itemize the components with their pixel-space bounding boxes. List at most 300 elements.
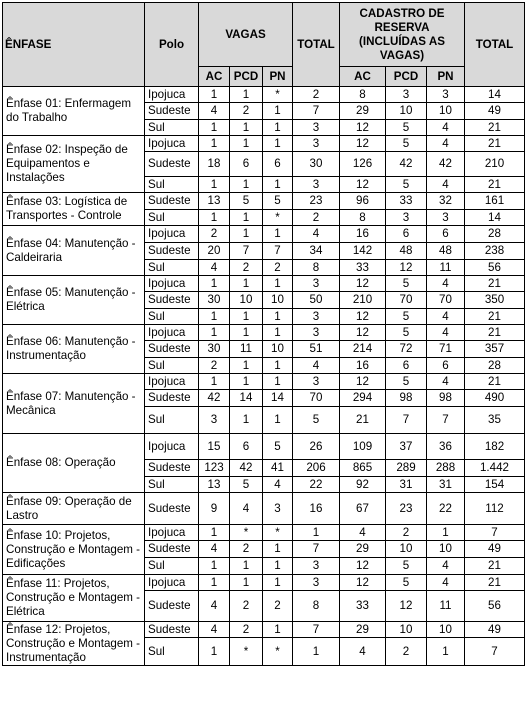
cr-ac-cell: 142 [340,243,386,260]
vagas-pn-cell: 1 [263,575,293,591]
vagas-pcd-cell: 1 [230,558,263,575]
polo-cell: Sudeste [145,341,199,358]
polo-cell: Sudeste [145,243,199,260]
polo-cell: Ipojuca [145,525,199,541]
cr-total-cell: 49 [465,541,525,558]
cr-ac-cell: 12 [340,575,386,591]
cr-total-cell: 21 [465,177,525,193]
vagas-pn-cell: 1 [263,103,293,120]
vagas-pn-cell: 14 [263,390,293,407]
vagas-total-cell: 22 [293,477,340,493]
vagas-pcd-cell: 1 [230,177,263,193]
vagas-pcd-cell: 2 [230,541,263,558]
header-cadastro-reserva: CADASTRO DE RESERVA (INCLUÍDAS AS VAGAS) [340,3,465,67]
table-row [3,525,525,541]
vagas-pn-cell: 1 [263,541,293,558]
vagas-ac-cell: 1 [199,374,230,390]
vagas-pn-cell: 5 [263,193,293,210]
cr-total-cell: 7 [465,638,525,666]
vagas-ac-cell: 1 [199,558,230,575]
cr-pn-cell: 10 [427,541,465,558]
vagas-ac-cell: 1 [199,120,230,136]
vagas-pn-cell: 1 [263,325,293,341]
vagas-ac-cell: 1 [199,525,230,541]
vagas-ac-cell: 1 [199,575,230,591]
vagas-ac-cell: 4 [199,541,230,558]
polo-cell: Ipojuca [145,374,199,390]
polo-cell: Ipojuca [145,226,199,243]
cr-pcd-cell: 5 [386,120,427,136]
cr-total-cell: 49 [465,103,525,120]
cr-pn-cell: 31 [427,477,465,493]
vagas-pcd-cell: 1 [230,210,263,226]
cr-total-cell: 7 [465,525,525,541]
cr-pcd-cell: 72 [386,341,427,358]
vagas-pn-cell: 2 [263,260,293,276]
polo-cell: Sul [145,358,199,374]
enfase-name: Ênfase 05: Manutenção - Elétrica [3,276,145,325]
cr-pn-cell: 4 [427,325,465,341]
cr-ac-cell: 12 [340,120,386,136]
enfase-name: Ênfase 08: Operação [3,434,145,493]
polo-cell: Sudeste [145,193,199,210]
vagas-total-cell: 2 [293,210,340,226]
polo-cell: Sul [145,120,199,136]
vagas-pcd-cell: 1 [230,575,263,591]
cr-pcd-cell: 5 [386,177,427,193]
cr-pn-cell: 11 [427,591,465,622]
cr-ac-cell: 16 [340,358,386,374]
vagas-ac-cell: 18 [199,152,230,177]
polo-cell: Sudeste [145,622,199,638]
cr-ac-cell: 12 [340,309,386,325]
cr-pn-cell: 42 [427,152,465,177]
cr-total-cell: 21 [465,558,525,575]
cr-pn-cell: 10 [427,103,465,120]
cr-pn-cell: 1 [427,525,465,541]
vagas-ac-cell: 1 [199,87,230,103]
vagas-pcd-cell: 14 [230,390,263,407]
cr-ac-cell: 12 [340,558,386,575]
vagas-ac-cell: 1 [199,638,230,666]
polo-cell: Sul [145,210,199,226]
cr-pcd-cell: 12 [386,260,427,276]
cr-ac-cell: 12 [340,177,386,193]
polo-cell: Sul [145,477,199,493]
cr-pcd-cell: 10 [386,622,427,638]
cr-pn-cell: 98 [427,390,465,407]
cr-pcd-cell: 48 [386,243,427,260]
cr-ac-cell: 865 [340,460,386,477]
vagas-ac-cell: 1 [199,276,230,292]
vagas-ac-cell: 1 [199,136,230,152]
vagas-pn-cell: 1 [263,374,293,390]
header-total: TOTAL [293,3,340,87]
cr-ac-cell: 92 [340,477,386,493]
polo-cell: Ipojuca [145,325,199,341]
cr-total-cell: 182 [465,434,525,460]
cr-pn-cell: 48 [427,243,465,260]
cr-pn-cell: 4 [427,177,465,193]
vagas-pn-cell: 1 [263,136,293,152]
vagas-pn-cell: 10 [263,341,293,358]
polo-cell: Sul [145,638,199,666]
cr-pn-cell: 70 [427,292,465,309]
cr-total-cell: 210 [465,152,525,177]
polo-cell: Sudeste [145,292,199,309]
cr-total-cell: 21 [465,276,525,292]
vagas-pcd-cell: 11 [230,341,263,358]
vagas-pn-cell: 1 [263,358,293,374]
vagas-pn-cell: 1 [263,622,293,638]
table-row [3,136,525,152]
cr-ac-cell: 21 [340,407,386,434]
cr-pcd-cell: 2 [386,638,427,666]
vagas-ac-cell: 9 [199,493,230,525]
vagas-ac-cell: 2 [199,226,230,243]
header-total-geral: TOTAL [465,3,525,87]
cr-pcd-cell: 6 [386,226,427,243]
vagas-total-cell: 8 [293,260,340,276]
vagas-pn-cell: * [263,87,293,103]
cr-ac-cell: 4 [340,525,386,541]
cr-pn-cell: 71 [427,341,465,358]
cr-total-cell: 28 [465,358,525,374]
vagas-ac-cell: 1 [199,177,230,193]
cr-pn-cell: 32 [427,193,465,210]
table-row [3,87,525,103]
vagas-pcd-cell: 5 [230,193,263,210]
vagas-total-cell: 3 [293,276,340,292]
vagas-pn-cell: 1 [263,407,293,434]
vagas-pn-cell: * [263,638,293,666]
vagas-ac-cell: 30 [199,341,230,358]
vagas-pn-cell: 1 [263,177,293,193]
vagas-ac-cell: 1 [199,309,230,325]
enfase-name: Ênfase 06: Manutenção - Instrumentação [3,325,145,374]
vagas-pn-cell: 3 [263,493,293,525]
cr-total-cell: 35 [465,407,525,434]
vagas-total-cell: 3 [293,309,340,325]
cr-pcd-cell: 98 [386,390,427,407]
cr-pn-cell: 6 [427,226,465,243]
cr-pcd-cell: 5 [386,575,427,591]
vagas-total-cell: 4 [293,358,340,374]
cr-pn-cell: 4 [427,558,465,575]
cr-ac-cell: 12 [340,136,386,152]
vagas-total-cell: 1 [293,525,340,541]
cr-pcd-cell: 10 [386,103,427,120]
polo-cell: Sul [145,558,199,575]
cr-pcd-cell: 31 [386,477,427,493]
subheader-cr-ac: AC [340,67,386,87]
cr-total-cell: 238 [465,243,525,260]
cr-pn-cell: 3 [427,87,465,103]
header-vagas: VAGAS [199,3,293,67]
table-row [3,193,525,210]
cr-ac-cell: 294 [340,390,386,407]
table-row [3,226,525,243]
vagas-pn-cell: * [263,525,293,541]
cr-ac-cell: 214 [340,341,386,358]
vagas-ac-cell: 13 [199,477,230,493]
polo-cell: Ipojuca [145,136,199,152]
vagas-ac-cell: 123 [199,460,230,477]
table-body [3,87,525,666]
table-row [3,434,525,460]
cr-ac-cell: 33 [340,260,386,276]
cr-ac-cell: 29 [340,541,386,558]
vagas-ac-cell: 4 [199,103,230,120]
cr-pcd-cell: 5 [386,136,427,152]
vagas-total-cell: 1 [293,638,340,666]
cr-pcd-cell: 2 [386,525,427,541]
vagas-total-cell: 7 [293,541,340,558]
cr-pcd-cell: 12 [386,591,427,622]
polo-cell: Sul [145,309,199,325]
cr-pcd-cell: 5 [386,309,427,325]
cr-pn-cell: 11 [427,260,465,276]
cr-total-cell: 490 [465,390,525,407]
vagas-pn-cell: 1 [263,558,293,575]
vagas-pcd-cell: 1 [230,407,263,434]
cr-pn-cell: 1 [427,638,465,666]
cr-pn-cell: 4 [427,276,465,292]
cr-pn-cell: 22 [427,493,465,525]
cr-pn-cell: 4 [427,575,465,591]
cr-ac-cell: 8 [340,87,386,103]
polo-cell: Ipojuca [145,434,199,460]
polo-cell: Sul [145,407,199,434]
vagas-ac-cell: 15 [199,434,230,460]
cr-ac-cell: 126 [340,152,386,177]
cr-total-cell: 56 [465,260,525,276]
cr-total-cell: 350 [465,292,525,309]
vagas-pcd-cell: 2 [230,622,263,638]
enfase-name: Ênfase 11: Projetos, Construção e Montagem - Elétrica [3,575,145,622]
vagas-ac-cell: 30 [199,292,230,309]
table-row [3,276,525,292]
vagas-pcd-cell: 6 [230,152,263,177]
cr-total-cell: 49 [465,622,525,638]
cr-total-cell: 21 [465,325,525,341]
cr-pcd-cell: 3 [386,210,427,226]
vagas-pn-cell: 6 [263,152,293,177]
vagas-pcd-cell: * [230,638,263,666]
subheader-pn: PN [263,67,293,87]
polo-cell: Sudeste [145,152,199,177]
vagas-total-cell: 16 [293,493,340,525]
vagas-pn-cell: 1 [263,309,293,325]
vagas-ac-cell: 4 [199,591,230,622]
vagas-total-cell: 3 [293,558,340,575]
vagas-total-cell: 8 [293,591,340,622]
header-enfase: ÊNFASE [3,3,145,87]
vagas-pcd-cell: 2 [230,591,263,622]
vagas-pn-cell: 5 [263,434,293,460]
subheader-ac: AC [199,67,230,87]
cr-pcd-cell: 5 [386,276,427,292]
polo-cell: Ipojuca [145,276,199,292]
vagas-ac-cell: 1 [199,325,230,341]
cr-total-cell: 21 [465,120,525,136]
cr-total-cell: 21 [465,374,525,390]
table-row [3,493,525,525]
cr-pn-cell: 288 [427,460,465,477]
subheader-cr-pcd: PCD [386,67,427,87]
cr-ac-cell: 109 [340,434,386,460]
cr-total-cell: 161 [465,193,525,210]
vagas-total-cell: 3 [293,136,340,152]
enfase-name: Ênfase 12: Projetos, Construção e Montagem - Instrumentação [3,622,145,666]
vagas-pn-cell: 1 [263,276,293,292]
vagas-pcd-cell: 4 [230,493,263,525]
subheader-pcd: PCD [230,67,263,87]
cr-pn-cell: 7 [427,407,465,434]
cr-pcd-cell: 289 [386,460,427,477]
cr-pcd-cell: 6 [386,358,427,374]
vagas-pcd-cell: 1 [230,276,263,292]
vagas-total-cell: 7 [293,622,340,638]
polo-cell: Ipojuca [145,575,199,591]
vagas-pn-cell: 7 [263,243,293,260]
cr-pcd-cell: 37 [386,434,427,460]
vagas-pcd-cell: * [230,525,263,541]
vagas-total-cell: 50 [293,292,340,309]
enfase-name: Ênfase 02: Inspeção de Equipamentos e Instalações [3,136,145,193]
cr-total-cell: 28 [465,226,525,243]
vagas-pn-cell: * [263,210,293,226]
cr-pcd-cell: 42 [386,152,427,177]
vagas-pcd-cell: 1 [230,87,263,103]
cr-pn-cell: 6 [427,358,465,374]
cr-total-cell: 154 [465,477,525,493]
enfase-name: Ênfase 07: Manutenção - Mecânica [3,374,145,434]
vagas-total-cell: 5 [293,407,340,434]
vagas-ac-cell: 4 [199,622,230,638]
polo-cell: Sudeste [145,541,199,558]
vagas-total-cell: 51 [293,341,340,358]
vagas-pn-cell: 4 [263,477,293,493]
vagas-total-cell: 3 [293,177,340,193]
vagas-pn-cell: 1 [263,226,293,243]
cr-ac-cell: 12 [340,325,386,341]
vagas-pcd-cell: 1 [230,374,263,390]
table-row [3,622,525,638]
vagas-ac-cell: 42 [199,390,230,407]
vagas-ac-cell: 4 [199,260,230,276]
vagas-pcd-cell: 1 [230,325,263,341]
cr-total-cell: 21 [465,309,525,325]
vagas-pcd-cell: 2 [230,103,263,120]
vagas-pcd-cell: 5 [230,477,263,493]
cr-total-cell: 112 [465,493,525,525]
header-polo: Polo [145,3,199,87]
vagas-pcd-cell: 10 [230,292,263,309]
cr-total-cell: 14 [465,210,525,226]
polo-cell: Sul [145,177,199,193]
polo-cell: Sudeste [145,390,199,407]
vagas-total-cell: 2 [293,87,340,103]
cr-ac-cell: 12 [340,276,386,292]
vagas-pn-cell: 41 [263,460,293,477]
vagas-table [2,2,525,666]
cr-pcd-cell: 23 [386,493,427,525]
cr-pcd-cell: 3 [386,87,427,103]
vagas-pcd-cell: 6 [230,434,263,460]
cr-pn-cell: 3 [427,210,465,226]
vagas-pcd-cell: 7 [230,243,263,260]
vagas-pcd-cell: 2 [230,260,263,276]
polo-cell: Sudeste [145,591,199,622]
cr-ac-cell: 29 [340,622,386,638]
polo-cell: Sudeste [145,460,199,477]
cr-total-cell: 56 [465,591,525,622]
cr-ac-cell: 96 [340,193,386,210]
vagas-total-cell: 3 [293,575,340,591]
enfase-name: Ênfase 10: Projetos, Construção e Montagem - Edificações [3,525,145,575]
cr-pcd-cell: 5 [386,374,427,390]
cr-ac-cell: 29 [340,103,386,120]
cr-pcd-cell: 70 [386,292,427,309]
vagas-total-cell: 26 [293,434,340,460]
cr-pcd-cell: 5 [386,558,427,575]
cr-ac-cell: 8 [340,210,386,226]
enfase-name: Ênfase 01: Enfermagem do Trabalho [3,87,145,136]
cr-pcd-cell: 5 [386,325,427,341]
vagas-total-cell: 30 [293,152,340,177]
cr-total-cell: 21 [465,575,525,591]
vagas-total-cell: 23 [293,193,340,210]
vagas-pn-cell: 10 [263,292,293,309]
vagas-pn-cell: 1 [263,120,293,136]
vagas-pcd-cell: 1 [230,136,263,152]
cr-pcd-cell: 33 [386,193,427,210]
vagas-total-cell: 4 [293,226,340,243]
vagas-pcd-cell: 42 [230,460,263,477]
cr-pn-cell: 10 [427,622,465,638]
polo-cell: Sudeste [145,493,199,525]
vagas-pn-cell: 2 [263,591,293,622]
polo-cell: Ipojuca [145,87,199,103]
vagas-total-cell: 34 [293,243,340,260]
cr-pcd-cell: 7 [386,407,427,434]
cr-ac-cell: 33 [340,591,386,622]
cr-ac-cell: 67 [340,493,386,525]
vagas-ac-cell: 2 [199,358,230,374]
vagas-pcd-cell: 1 [230,358,263,374]
cr-total-cell: 21 [465,136,525,152]
cr-pn-cell: 4 [427,374,465,390]
vagas-total-cell: 3 [293,374,340,390]
polo-cell: Sudeste [145,103,199,120]
vagas-total-cell: 3 [293,325,340,341]
vagas-total-cell: 7 [293,103,340,120]
enfase-name: Ênfase 09: Operação de Lastro [3,493,145,525]
vagas-ac-cell: 1 [199,210,230,226]
vagas-ac-cell: 13 [199,193,230,210]
cr-total-cell: 357 [465,341,525,358]
vagas-pcd-cell: 1 [230,226,263,243]
table-row [3,575,525,591]
enfase-name: Ênfase 04: Manutenção - Caldeiraria [3,226,145,276]
cr-pn-cell: 4 [427,136,465,152]
table-row [3,325,525,341]
vagas-total-cell: 206 [293,460,340,477]
cr-total-cell: 14 [465,87,525,103]
cr-ac-cell: 210 [340,292,386,309]
cr-pn-cell: 4 [427,309,465,325]
